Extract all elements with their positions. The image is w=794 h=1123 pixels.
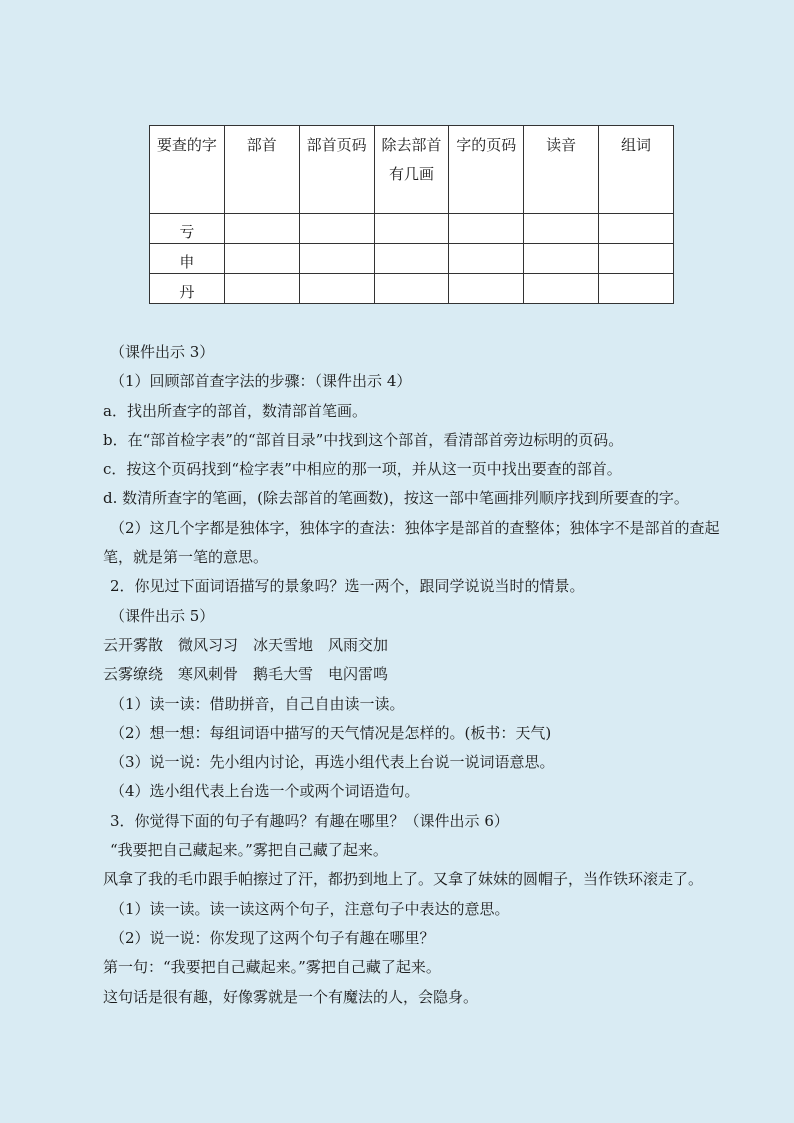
paragraph: 云开雾散 微风习习 冰天雪地 风雨交加	[103, 635, 389, 654]
table-cell	[224, 274, 299, 304]
table-cell	[299, 214, 374, 244]
table-cell	[524, 244, 599, 274]
paragraph: 风拿了我的毛巾跟手帕擦过了汗，都扔到地上了。又拿了妹妹的圆帽子，当作铁环滚走了。	[103, 870, 704, 889]
lesson-content	[103, 338, 725, 1012]
paragraph: 云雾缭绕 寒风刺骨 鹅毛大雪 电闪雷鸣	[103, 665, 389, 684]
header-cell: 要查的字	[150, 126, 225, 214]
table-cell	[299, 244, 374, 274]
table-cell	[374, 214, 449, 244]
table-cell	[374, 274, 449, 304]
table-cell	[449, 274, 524, 304]
table-cell	[599, 244, 674, 274]
paragraph: （1）读一读：借助拼音，自己自由读一读。	[110, 694, 405, 713]
paragraph: （4）选小组代表上台选一个或两个词语造句。	[110, 782, 420, 801]
paragraph: b．在“部首检字表”的“部首目录”中找到这个部首，看清部首旁边标明的页码。	[103, 430, 624, 449]
header-cell: 除去部首有几画	[374, 126, 449, 214]
paragraph: “我要把自己藏起来。”雾把自己藏了起来。	[110, 841, 388, 860]
table-cell	[449, 244, 524, 274]
table-cell: 丹	[150, 274, 225, 304]
table-cell: 亏	[150, 214, 225, 244]
header-cell: 部首页码	[299, 126, 374, 214]
table-cell	[449, 214, 524, 244]
table-cell	[524, 274, 599, 304]
paragraph: d. 数清所查字的笔画，(除去部首的笔画数)，按这一部中笔画排列顺序找到所要查的字。	[103, 489, 689, 508]
table-cell	[524, 214, 599, 244]
paragraph: （课件出示 3）	[110, 343, 215, 361]
table-cell: 申	[150, 244, 225, 274]
paragraph: （1）回顾部首查字法的步骤：（课件出示 4）	[110, 372, 412, 391]
table-cell	[299, 274, 374, 304]
paragraph: （2）说一说：你发现了这两个句子有趣在哪里？	[110, 928, 435, 947]
paragraph: 这句话是很有趣，好像雾就是一个有魔法的人，会隐身。	[103, 987, 479, 1006]
paragraph: 2．你见过下面词语描写的景象吗？选一两个，跟同学说说当时的情景。	[110, 577, 585, 596]
table-row	[150, 274, 674, 304]
paragraph: 第一句：“我要把自己藏起来。”雾把自己藏了起来。	[103, 958, 441, 977]
header-cell: 部首	[224, 126, 299, 214]
paragraph: （3）说一说：先小组内讨论，再选小组代表上台说一说词语意思。	[110, 753, 555, 772]
table-cell	[599, 274, 674, 304]
header-cell: 读音	[524, 126, 599, 214]
table-row	[150, 214, 674, 244]
header-cell: 字的页码	[449, 126, 524, 214]
paragraph: 3．你觉得下面的句子有趣吗？有趣在哪里？（课件出示 6）	[110, 811, 509, 830]
paragraph: （2）想一想：每组词语中描写的天气情况是怎样的。(板书：天气)	[110, 723, 552, 742]
paragraph: a．找出所查字的部首，数清部首笔画。	[103, 401, 367, 420]
paragraph: （1）读一读。读一读这两个句子，注意句子中表达的意思。	[110, 899, 510, 918]
table-row	[150, 244, 674, 274]
character-lookup-table	[149, 125, 674, 304]
header-cell: 组词	[599, 126, 674, 214]
paragraph: c．按这个页码找到“检字表”中相应的那一项，并从这一页中找出要查的部首。	[103, 460, 622, 479]
table-cell	[224, 214, 299, 244]
table-cell	[224, 244, 299, 274]
table-cell	[374, 244, 449, 274]
paragraph: （课件出示 5）	[110, 606, 215, 625]
paragraph: （2）这几个字都是独体字，独体字的查法：独体字是部首的查整体；独体字不是部首的查起笔，就是第一笔的意思。	[103, 518, 720, 567]
table-header-row	[150, 126, 674, 214]
table-cell	[599, 214, 674, 244]
